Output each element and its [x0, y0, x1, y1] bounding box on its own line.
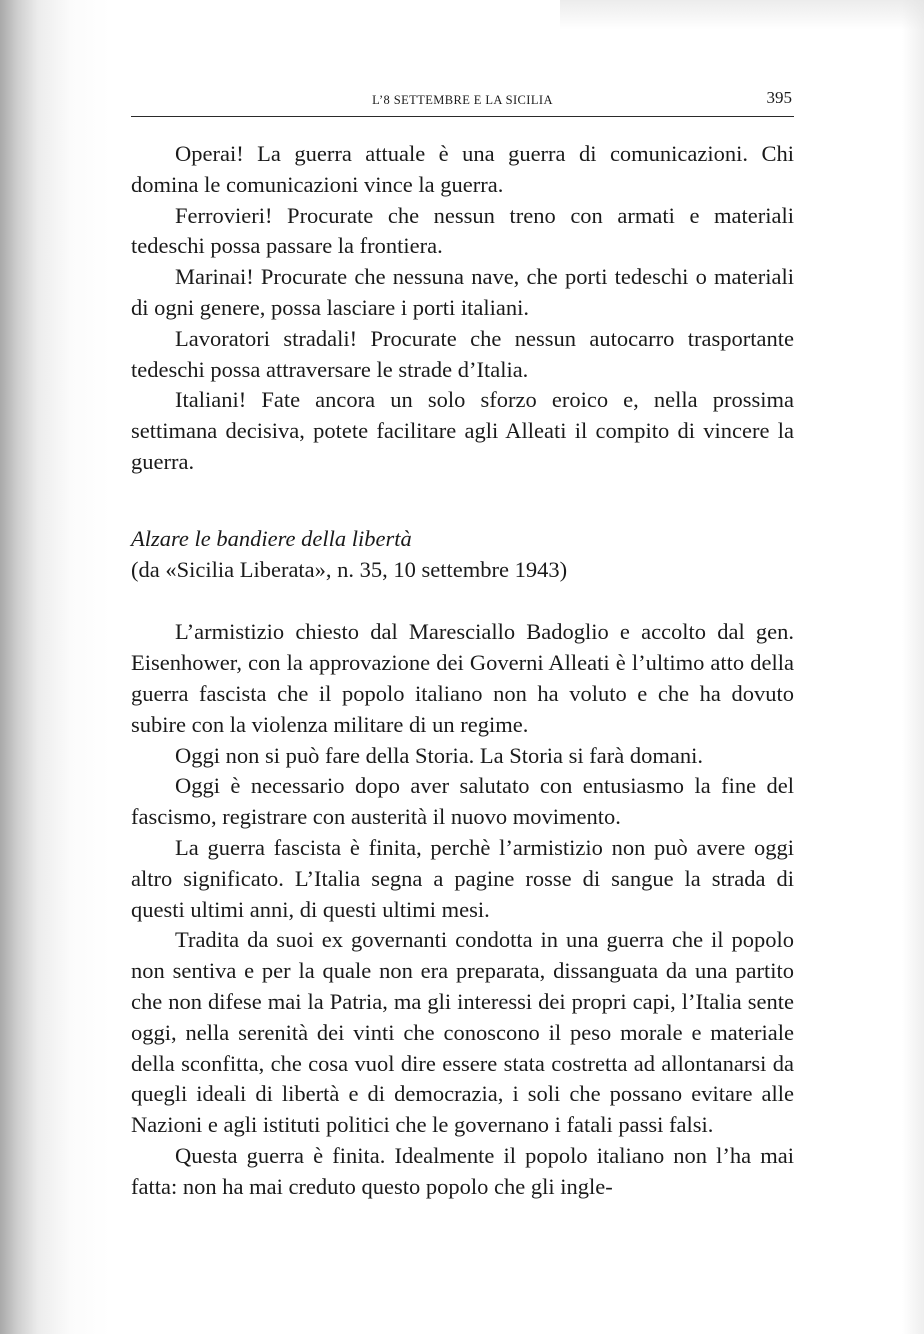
- paper-edge-shading: [902, 0, 924, 1334]
- section-title: Alzare le bandiere della libertà: [131, 525, 412, 551]
- paragraph-ferrovieri: Ferrovieri! Procurate che nessun treno con armati e materiali tedeschi possa passare la frontiera.: [131, 202, 794, 259]
- page-body: [131, 139, 794, 1203]
- section-spacer-small: [131, 585, 794, 617]
- paragraph-necessario: Oggi è necessario dopo aver salutato con entusiasmo la fine del fascismo, registrare con austerità il nuovo movimento.: [131, 773, 794, 830]
- paragraph-storia: Oggi non si può fare della Storia. La Storia si farà domani.: [175, 742, 703, 768]
- page-number: 395: [766, 88, 792, 107]
- section-spacer: [131, 478, 794, 524]
- paper-shading: [560, 0, 924, 30]
- paragraph-guerra-finita: La guerra fascista è finita, perchè l’armistizio non può avere oggi altro significato. L’Italia segna a pagine rosse di sangue la strada di questi ultimi anni, di questi ultimi mesi.: [131, 834, 794, 922]
- paragraph-tradita: Tradita da suoi ex governanti condotta in una guerra che il popolo non sentiva e per la quale non era preparata, dissanguata da una partito che non difese mai la Patria, ma gli interessi dei propri capi, l’Italia sente oggi, nella serenità dei vinti che conoscono il peso morale e materiale della sconfitta, che cosa vuol dire essere stata costretta ad allontanarsi da quegli ideali di libertà e di democrazia, i soli che possano evitare alle Nazioni e agli istituti politici che le governano i fatali passi falsi.: [131, 927, 794, 1138]
- paragraph-questa-guerra: Questa guerra è finita. Idealmente il popolo italiano non l’ha mai fatta: non ha mai creduto questo popolo che gli ingle-: [131, 1142, 794, 1199]
- paragraph-italiani: Italiani! Fate ancora un solo sforzo eroico e, nella prossima settimana decisiva, potete facilitare agli Alleati il compito di vincere la guerra.: [131, 387, 794, 474]
- paragraph-marinai: Marinai! Procurate che nessuna nave, che porti tedeschi o materiali di ogni genere, possa lasciare i porti italiani.: [131, 264, 794, 320]
- running-header: [131, 90, 794, 117]
- paragraph-lavoratori: Lavoratori stradali! Procurate che nessun autocarro trasportante tedeschi possa attraversare le strade d’Italia.: [131, 325, 794, 382]
- running-title: L’8 SETTEMBRE E LA SICILIA: [372, 93, 553, 107]
- paragraph-armistizio: L’armistizio chiesto dal Maresciallo Badoglio e accolto dal gen. Eisenhower, con la approvazione dei Governi Alleati è l’ultimo atto della guerra fascista che il popolo italiano non ha voluto e che ha dovuto subire con la violenza militare di un regime.: [131, 619, 794, 737]
- paragraph-operai: Operai! La guerra attuale è una guerra di comunicazioni. Chi domina le comunicazioni vince la guerra.: [131, 141, 794, 197]
- section-source: (da «Sicilia Liberata», n. 35, 10 settembre 1943): [131, 556, 568, 582]
